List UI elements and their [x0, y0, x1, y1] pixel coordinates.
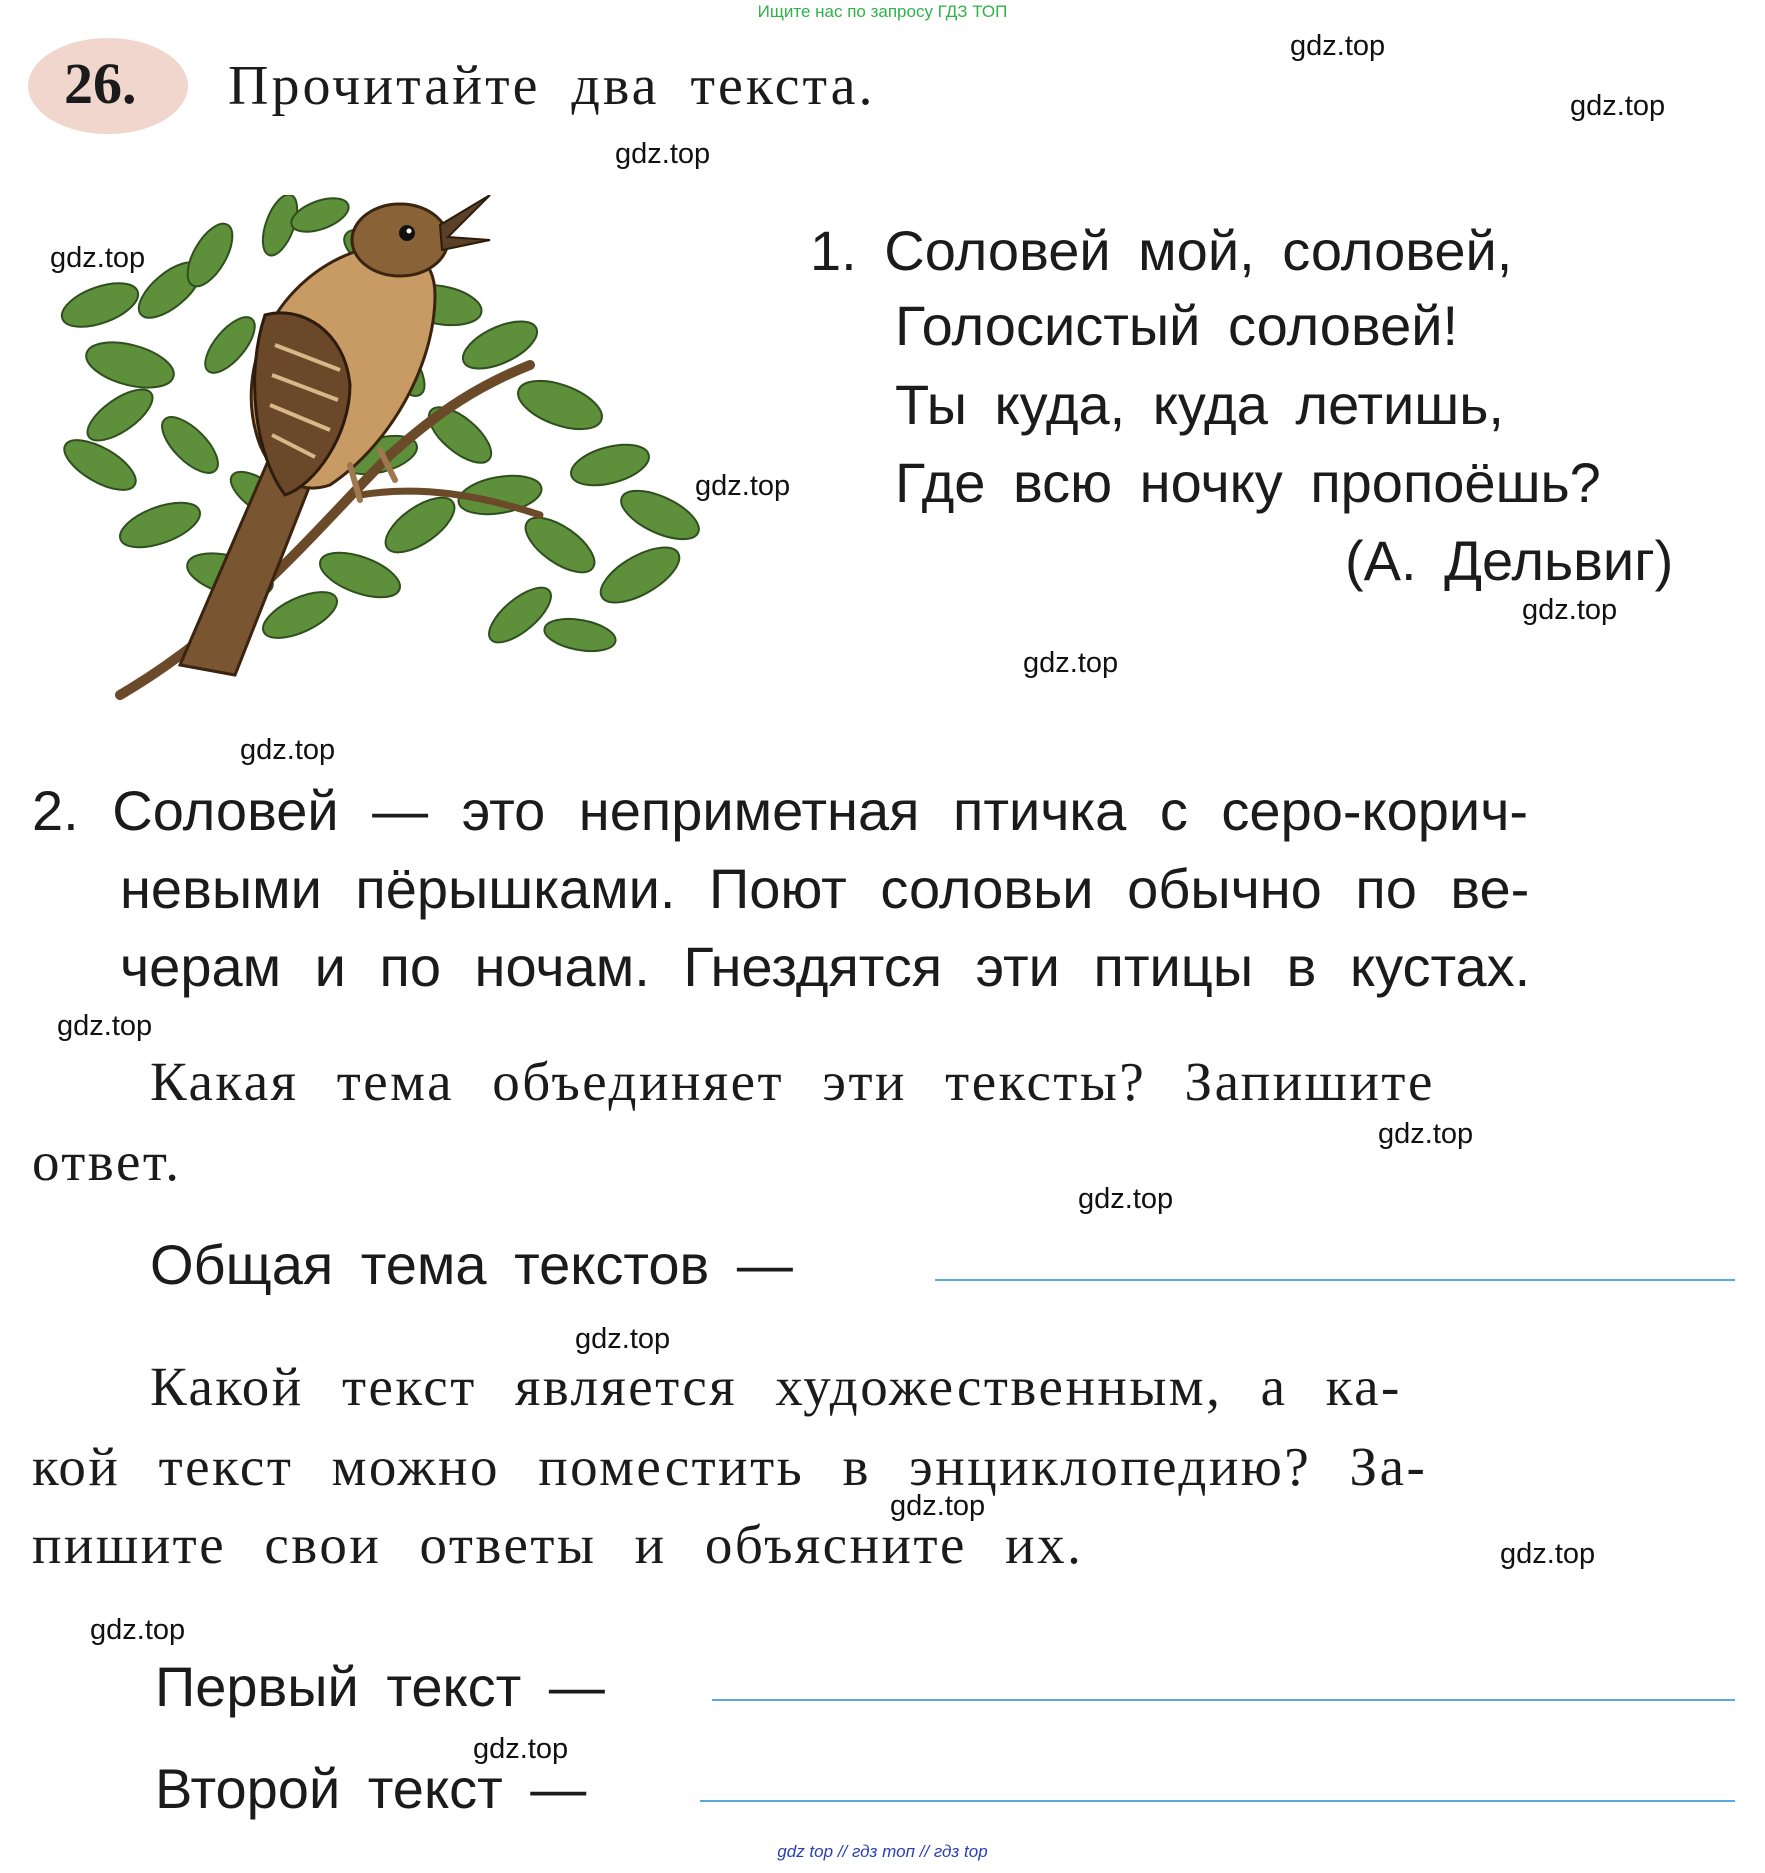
- poem-author: (А. Дельвиг): [1345, 529, 1674, 592]
- answer1-label: Общая тема текстов —: [150, 1233, 793, 1296]
- answer3-label: Второй текст —: [155, 1757, 587, 1820]
- watermark: gdz.top: [1500, 1538, 1596, 1570]
- question2-line-3: пишите свои ответы и объясните их.: [32, 1514, 1084, 1575]
- watermark: gdz.top: [1570, 90, 1666, 122]
- question1-line-1: Какая тема объединяет эти тексты? Запишите: [150, 1051, 1435, 1112]
- question1-line-2: ответ.: [32, 1131, 182, 1192]
- watermark: gdz.top: [615, 138, 711, 170]
- answer2-label: Первый текст —: [155, 1655, 605, 1718]
- bird-eye: [399, 225, 415, 241]
- watermark: gdz.top: [1290, 30, 1386, 62]
- prose-line-2: невыми пёрышками. Поют соловьи обычно по ве-: [120, 857, 1530, 920]
- watermark: gdz.top: [575, 1323, 671, 1355]
- question2-line-1: Какой текст является художественным, а ка-: [150, 1356, 1402, 1417]
- nightingale-illustration: [60, 195, 720, 705]
- top-banner[interactable]: Ищите нас по запросу ГДЗ ТОП: [757, 2, 1008, 21]
- exercise-title: Прочитайте два текста.: [228, 55, 876, 117]
- poem-line-4: Где всю ночку пропоёшь?: [895, 451, 1601, 514]
- watermark: gdz.top: [890, 1490, 986, 1522]
- watermark: gdz.top: [57, 1010, 153, 1042]
- answer3-line[interactable]: [700, 1800, 1735, 1802]
- watermark: gdz.top: [1023, 647, 1119, 679]
- watermark: gdz.top: [695, 470, 791, 502]
- poem-line-1: 1. Соловей мой, соловей,: [810, 219, 1513, 282]
- bird-beak: [440, 195, 490, 250]
- watermark: gdz.top: [1522, 594, 1618, 626]
- watermark: gdz.top: [240, 734, 336, 766]
- watermark: gdz.top: [90, 1614, 186, 1646]
- prose-line-1: 2. Соловей — это неприметная птичка с серо-корич-: [32, 779, 1529, 842]
- watermark: gdz.top: [50, 242, 146, 274]
- poem-line-2: Голосистый соловей!: [895, 294, 1459, 357]
- watermark: gdz.top: [1378, 1118, 1474, 1150]
- exercise-number: 26.: [64, 51, 137, 116]
- prose-line-3: черам и по ночам. Гнездятся эти птицы в кустах.: [120, 935, 1531, 998]
- bird-head: [352, 204, 448, 276]
- watermark: gdz.top: [473, 1733, 569, 1765]
- poem-line-3: Ты куда, куда летишь,: [895, 373, 1504, 436]
- answer2-line[interactable]: [712, 1699, 1735, 1701]
- bottom-banner[interactable]: gdz top // гдз топ // гдз top: [777, 1842, 988, 1861]
- watermark: gdz.top: [1078, 1183, 1174, 1215]
- question2-line-2: кой текст можно поместить в энциклопедию? За-: [32, 1436, 1428, 1497]
- answer1-line[interactable]: [935, 1279, 1735, 1281]
